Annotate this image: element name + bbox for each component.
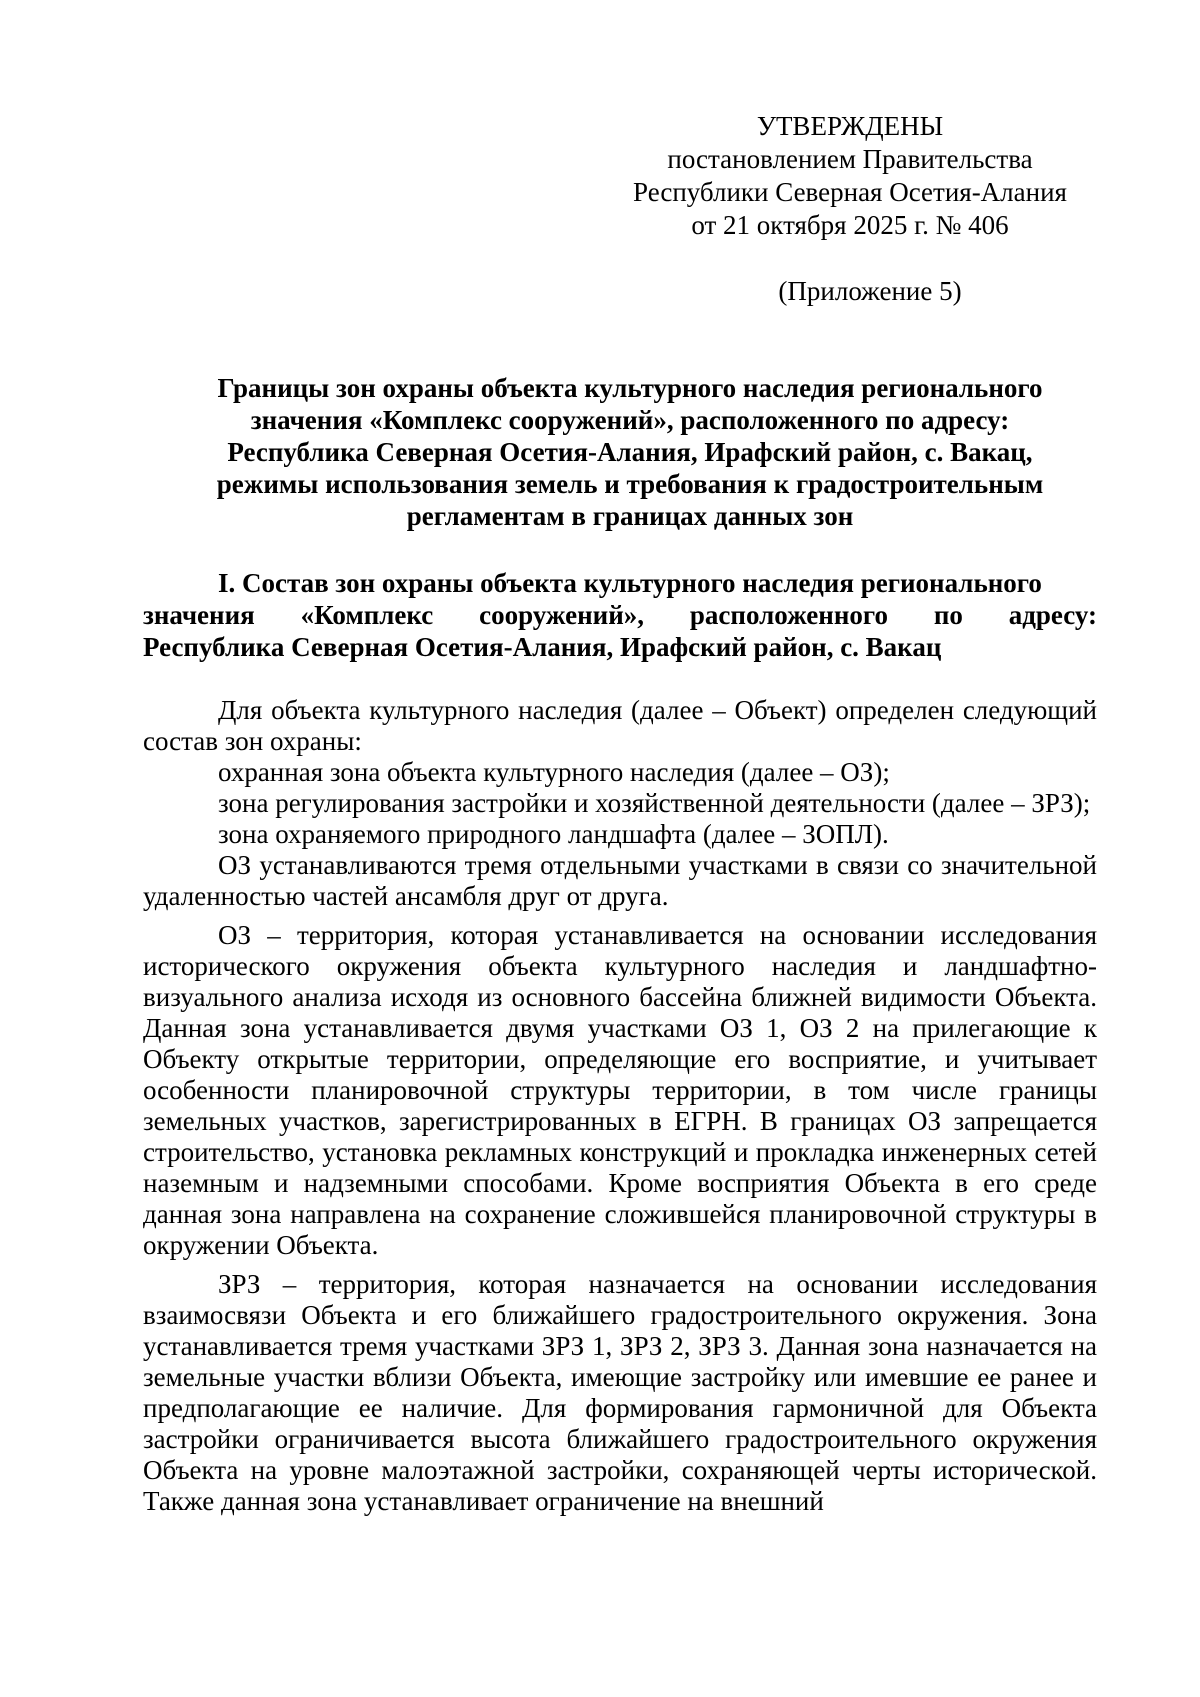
list-item: зона регулирования застройки и хозяйственной деятельности (далее – ЗРЗ);	[218, 788, 1091, 818]
body-text	[143, 695, 1097, 1517]
title-line: режимы использования земель и требования к градостроительным	[216, 469, 1044, 499]
title-line: значения «Комплекс сооружений», расположенного по адресу:	[250, 405, 1010, 435]
title-line: Границы зон охраны объекта культурного наследия регионального	[217, 373, 1043, 403]
appendix-label: (Приложение 5)	[778, 276, 962, 306]
document-title	[140, 372, 1120, 532]
approval-heading: УТВЕРЖДЕНЫ	[756, 111, 944, 141]
section-heading-line: значения «Комплекс сооружений», расположенного по адресу:	[143, 600, 1097, 630]
paragraph: ОЗ устанавливаются тремя отдельными участками в связи со значительной удаленностью частей ансамбля друг от друга.	[143, 850, 1097, 911]
approval-republic: Республики Северная Осетия-Алания	[633, 177, 1067, 207]
approval-stamp	[600, 110, 1100, 242]
approval-authority: постановлением Правительства	[667, 144, 1033, 174]
paragraph: ЗРЗ – территория, которая назначается на основании исследования взаимосвязи Объекта и его ближайшего градостроительного окружения. Зона устанавливается тремя участками ЗРЗ 1, ЗРЗ 2, ЗРЗ 3. Данная зона назначается на земельные участки вблизи Объекта, имеющие застройку или имевшие ее ранее и предполагающие ее наличие. Для формирования гармоничной для Объекта застройки ограничивается высота ближайшего градостроительного окружения Объекта на уровне малоэтажной застройки, сохраняющей черты исторической. Также данная зона устанавливает ограничение на внешний	[143, 1269, 1097, 1516]
list-item: охранная зона объекта культурного наследия (далее – ОЗ);	[218, 757, 890, 787]
paragraph: Для объекта культурного наследия (далее – Объект) определен следующий состав зон охраны:	[143, 695, 1097, 756]
list-item: зона охраняемого природного ландшафта (далее – ЗОПЛ).	[218, 819, 889, 849]
title-line: регламентам в границах данных зон	[406, 501, 854, 531]
section-heading-line: I. Состав зон охраны объекта культурного наследия регионального	[218, 568, 1042, 598]
approval-date-number: от 21 октября 2025 г. № 406	[691, 210, 1009, 240]
section-heading	[143, 567, 1097, 663]
title-line: Республика Северная Осетия-Алания, Ирафский район, с. Вакац,	[227, 437, 1033, 467]
paragraph: ОЗ – территория, которая устанавливается на основании исследования исторического окружения объекта культурного наследия и ландшафтно-визуального анализа исходя из основного бассейна ближней видимости Объекта. Данная зона устанавливается двумя участками ОЗ 1, ОЗ 2 на прилегающие к Объекту открытые территории, определяющие его восприятие, и учитывает особенности планировочной структуры территории, в том числе границы земельных участков, зарегистрированных в ЕГРН. В границах ОЗ запрещается строительство, установка рекламных конструкций и прокладка инженерных сетей наземным и надземными способами. Кроме восприятия Объекта в его среде данная зона направлена на сохранение сложившейся планировочной структуры в окружении Объекта.	[143, 920, 1097, 1260]
section-heading-line: Республика Северная Осетия-Алания, Ирафский район, с. Вакац	[143, 632, 942, 662]
